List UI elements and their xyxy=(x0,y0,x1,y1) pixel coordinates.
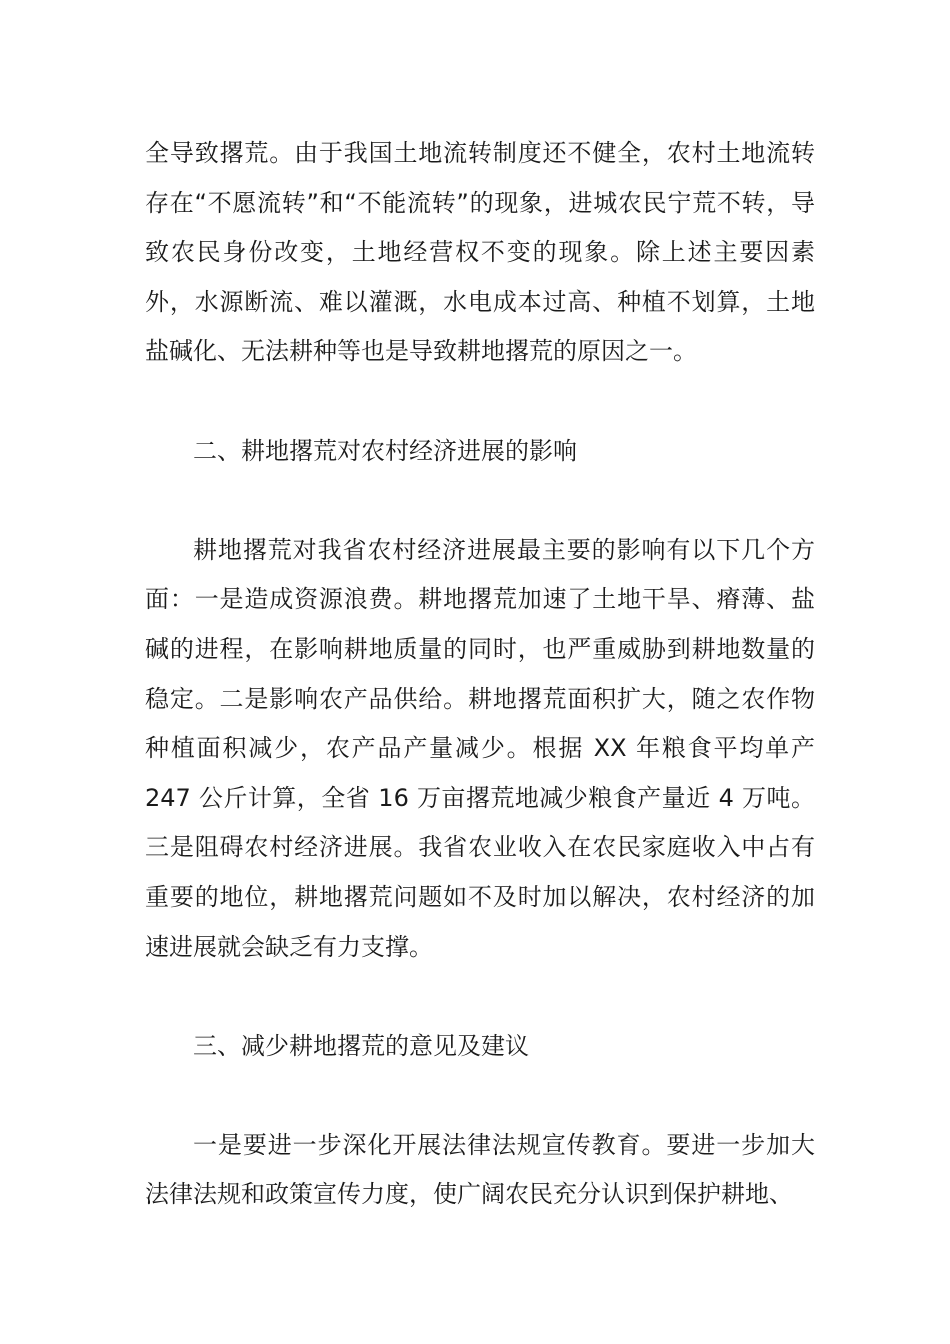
paragraph-suggestion: 一是要进一步深化开展法律法规宣传教育。要进一步加大法律法规和政策宣传力度，使广阔农民充分认识到保护耕地、 xyxy=(145,1130,815,1209)
paragraph-continuation: 全导致撂荒。由于我国土地流转制度还不健全，农村土地流转存在“不愿流转”和“不能流转”的现象，进城农民宁荒不转，导致农民身份改变，土地经营权不变的现象。除上述主要因素外，水源断流、难以灌溉，水电成本过高、种植不划算，土地盐碱化、无法耕种等也是导致耕地撂荒的原因之一。 xyxy=(145,139,815,366)
paragraph-spacer xyxy=(145,377,815,427)
section-heading-2: 二、耕地撂荒对农村经济进展的影响 xyxy=(193,436,577,465)
paragraph-spacer xyxy=(145,1071,815,1121)
paragraph-impact: 耕地撂荒对我省农村经济进展最主要的影响有以下几个方面：一是造成资源浪费。耕地撂荒加速了土地干旱、瘠薄、盐碱的进程，在影响耕地质量的同时，也严重威胁到耕地数量的稳定。二是影响农产品供给。耕地撂荒面积扩大，随之农作物种植面积减少，农产品产量减少。根据 XX 年粮食平均单产 247 公斤计算，全省 16 万亩撂荒地减少粮食产量近 4 万吨。三是阻碍农村经济进展。我省农业收入在农民家庭收入中占有重要的地位，耕地撂荒问题如不及时加以解决，农村经济的加速进展就会缺乏有力支撑。 xyxy=(145,535,815,961)
paragraph-spacer xyxy=(145,972,815,1022)
paragraph-spacer xyxy=(145,476,815,526)
section-heading-3: 三、减少耕地撂荒的意见及建议 xyxy=(193,1031,529,1060)
document-body xyxy=(145,129,815,1220)
